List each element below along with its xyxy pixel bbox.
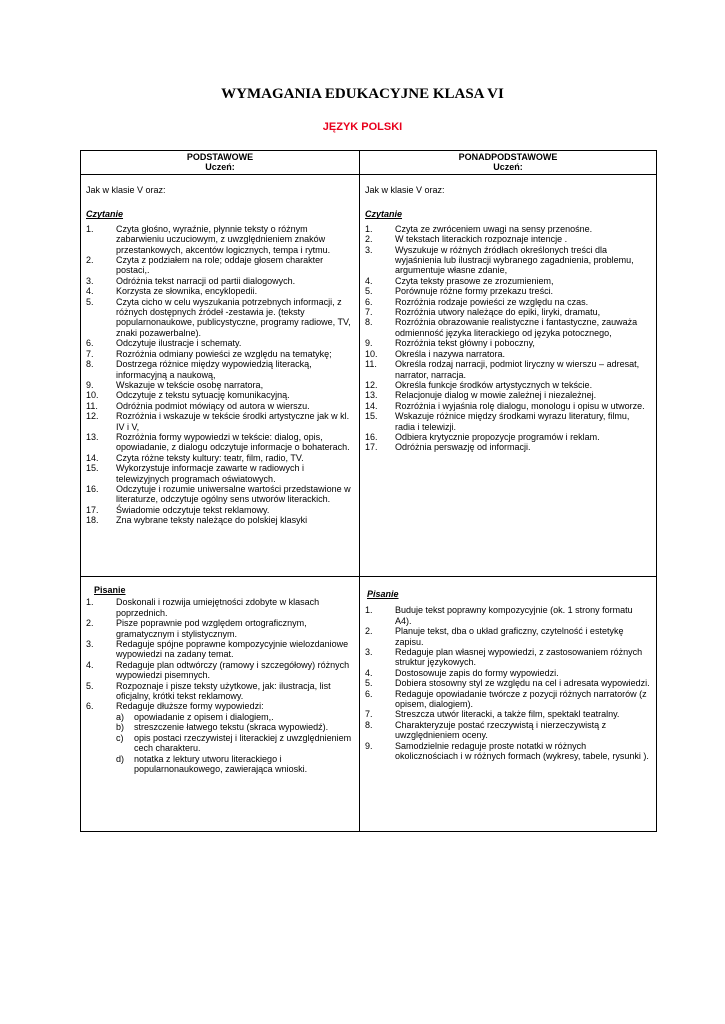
list-item	[86, 618, 354, 639]
list-item-number: 11.	[365, 359, 377, 370]
list-item-text: opis postaci rzeczywistej i literackiej z uwzględnieniem cech charakteru.	[134, 732, 352, 754]
list-item	[365, 442, 651, 452]
list-item	[86, 505, 354, 515]
list-item-number: 16.	[86, 483, 99, 494]
list-item-number: 3.	[86, 275, 94, 286]
list-item-number: 9.	[365, 338, 373, 349]
list-item-number: 2.	[86, 618, 94, 629]
list-item-number: 1.	[365, 223, 373, 234]
reading-basic-cell	[81, 175, 360, 577]
list-item-number: a)	[116, 711, 125, 722]
list-item-number: 5.	[86, 680, 94, 691]
header-basic-label: PODSTAWOWE	[186, 152, 254, 162]
list-item-number: 1.	[86, 597, 94, 608]
list-item	[86, 338, 354, 348]
list-item-text: Rozpoznaje i pisze teksty użytkowe, jak: ilustracja, list oficjalny, krótki tekst reklamowy.	[116, 680, 331, 702]
list-item-number: 8.	[86, 359, 94, 370]
writing-heading-left: Pisanie	[94, 585, 126, 595]
table-header-row	[81, 151, 657, 175]
list-item	[365, 709, 651, 719]
writing-advanced-list	[365, 605, 651, 761]
list-item-text: Czyta teksty prasowe ze zrozumieniem,	[395, 275, 554, 286]
list-item-number: 13.	[365, 390, 378, 401]
list-item-text: Redaguje spójne poprawne kompozycyjnie wielozdaniowe wypowiedzi na zadany temat.	[116, 639, 349, 660]
list-item-number: 18.	[86, 515, 99, 526]
list-item-text: Wyszukuje w różnych źródłach określonych treści dla wyjaśnienia lub ilustracji wybranego zagadnienia, problemu, argumentuje własne zdanie,	[395, 244, 634, 276]
list-item-text: Redaguje plan własnej wypowiedzi, z zastosowaniem różnych struktur językowych.	[395, 647, 643, 668]
list-item-number: 2.	[86, 255, 94, 266]
list-item-text: Relacjonuje dialog w mowie zależnej i niezależnej.	[395, 390, 597, 401]
list-item	[365, 317, 651, 338]
list-item	[86, 432, 354, 453]
list-item-text: Pisze poprawnie pod względem ortograficznym, gramatycznym i stylistycznym.	[116, 618, 307, 639]
list-item-number: 11.	[86, 400, 98, 411]
header-advanced-label: PONADPODSTAWOWE	[458, 152, 558, 162]
list-item	[86, 515, 354, 525]
list-item-text: Dostosowuje zapis do formy wypowiedzi.	[395, 667, 559, 678]
list-item	[86, 411, 354, 432]
writing-row	[81, 577, 657, 832]
list-item	[86, 660, 354, 681]
writing-basic-cell	[81, 577, 360, 832]
list-item-number: 16.	[365, 431, 378, 442]
list-item-text: Odbiera krytycznie propozycje programów i reklam.	[395, 431, 600, 442]
list-item	[365, 349, 651, 359]
list-item	[116, 754, 354, 775]
writing-basic-sublist	[116, 712, 354, 774]
list-item	[365, 338, 651, 348]
list-item-text: Czyta ze zwróceniem uwagi na sensy przenośne.	[395, 223, 593, 234]
list-item-text: Rozróżnia tekst główny i poboczny,	[395, 338, 535, 349]
list-item-text: Odczytuje z tekstu sytuację komunikacyjną.	[116, 390, 290, 401]
list-item-number: 12.	[365, 379, 378, 390]
list-item	[86, 453, 354, 463]
list-item	[365, 390, 651, 400]
list-item-number: 7.	[365, 709, 373, 720]
list-item	[86, 390, 354, 400]
list-item	[365, 307, 651, 317]
list-item-text: Czyta z podziałem na role; oddaje głosem charakter postaci,.	[116, 255, 324, 276]
list-item-text: Rozróżnia utwory należące do epiki, liryki, dramatu,	[395, 307, 601, 318]
list-item	[365, 626, 651, 647]
list-item	[86, 224, 354, 255]
list-item-text: Rozróżnia obrazowanie realistyczne i fantastyczne, zauważa odmienność języka literackiego od języka potocznego,	[395, 317, 638, 338]
list-item-number: 14.	[365, 400, 378, 411]
list-item-text: Redaguje plan odtwórczy (ramowy i szczegółowy) różnych wypowiedzi pisemnych.	[116, 659, 350, 681]
list-item-text: Określa i nazywa narratora.	[395, 348, 506, 359]
intro-right: Jak w klasie V oraz:	[365, 185, 445, 195]
list-item	[365, 359, 651, 380]
subject-title: JĘZYK POLSKI	[322, 121, 403, 133]
list-item-text: W tekstach literackich rozpoznaje intencje .	[395, 234, 568, 245]
list-item	[365, 720, 651, 741]
list-item-number: 6.	[86, 338, 94, 349]
requirements-table	[80, 150, 657, 832]
list-item	[365, 286, 651, 296]
list-item	[365, 678, 651, 688]
list-item-number: 6.	[365, 688, 373, 699]
list-item-number: 5.	[365, 286, 373, 297]
list-item	[86, 286, 354, 296]
list-item-number: 4.	[86, 659, 94, 670]
list-item-number: d)	[116, 753, 125, 764]
list-item-number: 4.	[365, 275, 373, 286]
list-item	[86, 463, 354, 484]
list-item	[365, 647, 651, 668]
list-item	[86, 297, 354, 339]
list-item-number: 15.	[365, 411, 378, 422]
list-item-number: 4.	[86, 286, 94, 297]
list-item-number: 8.	[365, 317, 373, 328]
list-item	[365, 401, 651, 411]
reading-row	[81, 175, 657, 577]
list-item-text: Buduje tekst poprawny kompozycyjnie (ok. 1 strony formatu A4).	[395, 605, 633, 626]
list-item-number: 15.	[86, 463, 99, 474]
list-item	[86, 349, 354, 359]
list-item-number: 9.	[86, 379, 94, 390]
list-item	[365, 741, 651, 762]
list-item-number: 9.	[365, 740, 373, 751]
list-item-number: 3.	[365, 244, 373, 255]
reading-heading-right: Czytanie	[365, 209, 403, 220]
writing-advanced-cell	[360, 577, 657, 832]
list-item-number: 1.	[365, 605, 373, 616]
list-item	[365, 432, 651, 442]
list-item-number: 10.	[86, 390, 99, 401]
list-item	[365, 234, 651, 244]
list-item	[365, 224, 651, 234]
list-item-number: 12.	[86, 411, 99, 422]
list-item-text: Odczytuje i rozumie uniwersalne wartości przedstawione w literaturze, odczytuje ogólny sens utworów literackich.	[116, 483, 351, 505]
list-item	[86, 701, 354, 711]
list-item	[86, 255, 354, 276]
list-item-number: 2.	[365, 626, 373, 637]
list-item-text: Korzysta ze słownika, encyklopedii.	[116, 286, 258, 297]
list-item-text: Dostrzega różnice między wypowiedzią literacką, informacyjną a naukową,	[116, 359, 312, 380]
list-item	[86, 401, 354, 411]
list-item-number: 17.	[86, 504, 99, 515]
list-item-text: Redaguje opowiadanie twórcze z pozycji różnych narratorów (z opisem, dialogiem).	[395, 688, 647, 710]
header-advanced	[360, 151, 657, 175]
writing-heading-right: Pisanie	[367, 589, 399, 599]
list-item-number: 5.	[86, 296, 94, 307]
list-item	[365, 605, 651, 626]
list-item-text: Rozróżnia rodzaje powieści ze względu na czas.	[395, 296, 589, 307]
list-item-number: 4.	[365, 667, 373, 678]
list-item-text: Odróżnia tekst narracji od partii dialogowych.	[116, 275, 296, 286]
list-item	[365, 276, 651, 286]
list-item-text: Rozróżnia formy wypowiedzi w tekście: dialog, opis, opowiadanie, z dialogu odczytuje informacje o bohaterach.	[116, 431, 350, 453]
list-item-text: Dobiera stosowny styl ze względu na cel i adresata wypowiedzi.	[395, 678, 650, 689]
list-item-text: Czyta głośno, wyraźnie, płynnie teksty o różnym zabarwieniu uczuciowym, z uwzględnieniem znaków przestankowych, akcentów logicznych, tempa i rytmu.	[116, 223, 331, 255]
header-advanced-sub: Uczeń:	[493, 162, 523, 173]
list-item	[86, 484, 354, 505]
list-item	[116, 733, 354, 754]
list-item	[365, 245, 651, 276]
list-item	[86, 359, 354, 380]
list-item-number: b)	[116, 722, 125, 733]
list-item	[86, 276, 354, 286]
list-item-text: Odróżnia perswazję od informacji.	[395, 442, 531, 453]
list-item	[86, 639, 354, 660]
list-item-text: Wskazuje w tekście osobę narratora,	[116, 379, 264, 390]
list-item-text: Charakteryzuje postać rzeczywistą i nierzeczywistą z uwzględnieniem oceny.	[395, 719, 607, 741]
list-item-text: Rozróżnia odmiany powieści ze względu na tematykę;	[116, 348, 332, 359]
list-item	[365, 297, 651, 307]
list-item-number: 6.	[365, 296, 373, 307]
document-title: WYMAGANIA EDUKACYJNE KLASA VI	[221, 86, 504, 102]
list-item-number: 14.	[86, 452, 99, 463]
reading-heading-left: Czytanie	[86, 209, 124, 220]
list-item-text: Odczytuje ilustracje i schematy.	[116, 338, 242, 349]
list-item-text: opowiadanie z opisem i dialogiem,.	[134, 711, 274, 722]
list-item-number: 10.	[365, 348, 378, 359]
list-item-text: Redaguje dłuższe formy wypowiedzi:	[116, 701, 264, 712]
list-item-text: Określa rodzaj narracji, podmiot liryczny w wierszu – adresat, narrator, narracja.	[395, 359, 640, 380]
list-item	[86, 681, 354, 702]
list-item-text: Czyta cicho w celu wyszukania potrzebnych informacji, z różnych dostępnych źródeł -zestawia je. (teksty popularnonaukowe, publicystyczne, programy radiowe, TV, znaki pozawerbalne).	[116, 296, 351, 338]
list-item-text: Streszcza utwór literacki, a także film, spektakl teatralny.	[395, 709, 620, 720]
list-item-number: 6.	[86, 701, 94, 712]
list-item-text: notatka z lektury utworu literackiego i popularnonaukowego, zawierająca wnioski.	[134, 753, 308, 774]
intro-left: Jak w klasie V oraz:	[86, 185, 166, 195]
list-item-text: Planuje tekst, dba o układ graficzny, czytelność i estetykę zapisu.	[395, 626, 624, 647]
list-item-text: Świadomie odczytuje tekst reklamowy.	[116, 504, 270, 515]
list-item	[365, 411, 651, 432]
header-basic	[81, 151, 360, 175]
list-item-text: Określa funkcje środków artystycznych w tekście.	[395, 379, 593, 390]
list-item-text: Rozróżnia i wyjaśnia rolę dialogu, monologu i opisu w utworze.	[395, 400, 645, 411]
list-item-number: 7.	[86, 348, 94, 359]
list-item	[86, 597, 354, 618]
list-item	[116, 722, 354, 732]
list-item	[365, 668, 651, 678]
list-item-text: Doskonali i rozwija umiejętności zdobyte w klasach poprzednich.	[116, 597, 320, 618]
list-item-text: Porównuje różne formy przekazu treści.	[395, 286, 554, 297]
list-item-number: 2.	[365, 234, 373, 245]
list-item-number: 17.	[365, 442, 378, 453]
list-item-text: Rozróżnia i wskazuje w tekście środki artystyczne jak w kl. IV i V,	[116, 411, 350, 432]
list-item	[365, 380, 651, 390]
list-item-number: 1.	[86, 223, 94, 234]
list-item	[116, 712, 354, 722]
header-basic-sub: Uczeń:	[205, 162, 235, 173]
list-item-number: c)	[116, 732, 124, 743]
reading-advanced-cell	[360, 175, 657, 577]
list-item-number: 13.	[86, 431, 99, 442]
list-item	[86, 380, 354, 390]
list-item-number: 7.	[365, 307, 373, 318]
list-item-number: 3.	[365, 647, 373, 658]
list-item-text: Czyta różne teksty kultury: teatr, film, radio, TV.	[116, 452, 304, 463]
list-item-number: 3.	[86, 639, 94, 650]
list-item-text: streszczenie łatwego tekstu (skraca wypowiedź).	[134, 722, 329, 733]
list-item-text: Samodzielnie redaguje proste notatki w różnych okolicznościach i w różnych formach (wykresy, tabele, rysunki ).	[395, 740, 649, 762]
writing-basic-list	[86, 597, 354, 711]
list-item-number: 5.	[365, 678, 373, 689]
reading-advanced-list	[365, 224, 651, 453]
list-item	[365, 689, 651, 710]
reading-basic-list	[86, 224, 354, 526]
list-item-text: Wykorzystuje informacje zawarte w radiowych i telewizyjnych programach oświatowych.	[116, 463, 304, 484]
list-item-number: 8.	[365, 719, 373, 730]
list-item-text: Odróżnia podmiot mówiący od autora w wierszu.	[116, 400, 310, 411]
list-item-text: Zna wybrane teksty należące do polskiej klasyki	[116, 515, 308, 526]
list-item-text: Wskazuje różnice między środkami wyrazu literatury, filmu, radia i telewizji.	[395, 411, 630, 432]
